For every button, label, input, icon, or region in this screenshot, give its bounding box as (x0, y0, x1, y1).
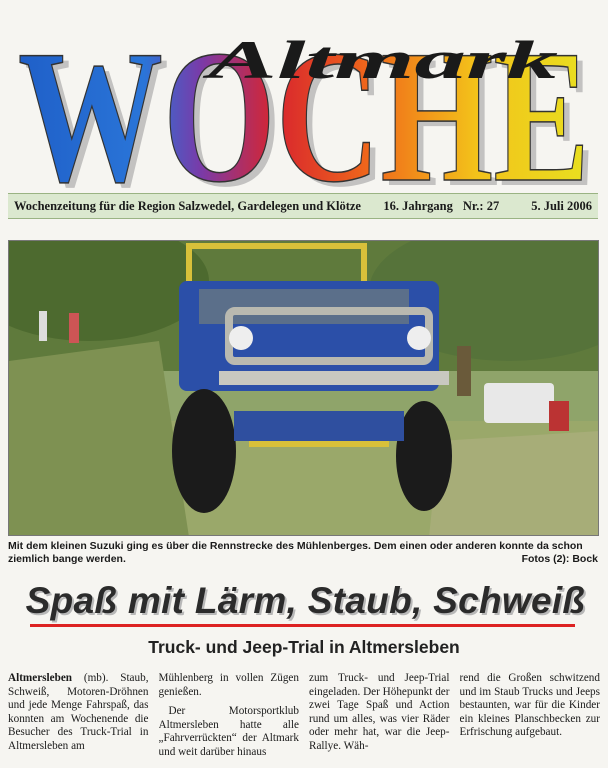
headline-rule (30, 624, 575, 627)
photo-caption-text: Mit dem kleinen Suzuki ging es über die Rennstrecke des Mühlenberges. Dem einen oder anderen konnte da schon ziemlich bange werden. (8, 540, 583, 565)
article-photo (8, 240, 599, 536)
tagline-date: 5. Juli 2006 (531, 198, 592, 213)
tagline-region: Wochenzeitung für die Region Salzwedel, Gardelegen und Klötze (14, 198, 361, 213)
photo-credit: Fotos (2): Bock (521, 553, 598, 565)
article-column-2 (159, 672, 300, 768)
article-col2-text1: Mühlenberg in vollen Zügen genießen. (158, 672, 299, 698)
article-column-1 (8, 672, 149, 768)
article-column-3 (309, 672, 450, 768)
article-headline: Spaß mit Lärm, Staub, Schweiß (25, 580, 586, 621)
article-body (8, 672, 600, 768)
tagline-bar (8, 193, 598, 219)
article-col3-text: zum Truck- und Jeep-Trial eingeladen. Der Höhepunkt der zwei Tage Spaß und Action rund um alles, was vier Räder oder mehr hat, war die Jeep-Rallye. Wäh- (309, 672, 450, 752)
masthead-logo (8, 8, 600, 188)
article-subhead: Truck- und Jeep-Trial in Altmersleben (148, 637, 460, 657)
tagline-jahrgang: 16. Jahrgang (383, 198, 453, 213)
article-col4-text: rend die Großen schwitzend und im Staub Trucks und Jeeps bestaunten, war für die Kinder ein kleines Planschbecken zur Erfrischung aufgebaut. (459, 672, 600, 739)
jeep-photo-illustration (9, 241, 599, 536)
article-column-4 (460, 672, 601, 768)
tagline-issue-number: Nr.: 27 (462, 198, 500, 213)
masthead-title-big: WOCHE (18, 12, 590, 188)
dateline: Altmersleben (8, 672, 73, 684)
masthead-shadow: WOCHE (24, 17, 596, 188)
masthead-title-small: Altmark (202, 30, 558, 90)
photo-caption (8, 540, 598, 566)
article-col2-text2: Der Motorsportklub Altmersleben hatte alle „Fahrverrückten“ der Altmark und weit darüber hinaus (158, 705, 299, 758)
article-col1-text: (mb). Staub, Schweiß, Motoren-Dröhnen und jede Menge Fahrspaß, das konnten am Wochenende die Besucher des Truck-Trial in Altmersleben am (8, 672, 149, 752)
